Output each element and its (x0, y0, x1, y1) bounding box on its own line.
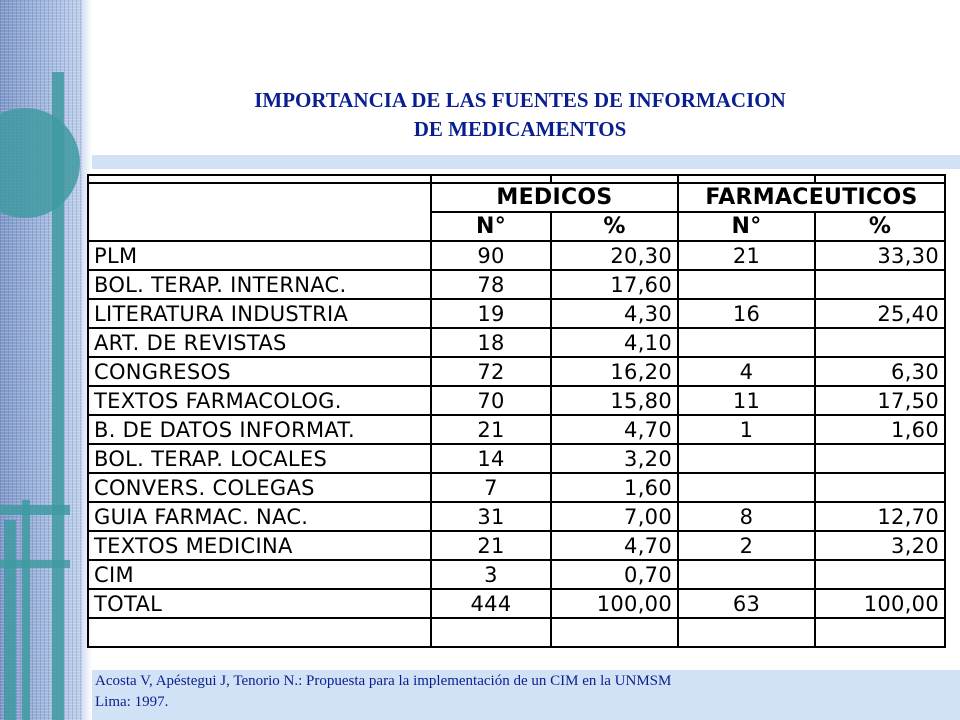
title-line-1: IMPORTANCIA DE LAS FUENTES DE INFORMACION (254, 88, 786, 112)
top-accent-strip (92, 155, 960, 169)
medicos-percent: 4,70 (551, 531, 678, 560)
vertical-bar-decoration (22, 500, 30, 720)
farmaceuticos-percent: 17,50 (815, 386, 945, 415)
circle-decoration (0, 108, 80, 218)
row-label: GUIA FARMAC. NAC. (88, 502, 431, 531)
farmaceuticos-count: 11 (678, 386, 815, 415)
row-label: PLM (88, 241, 431, 270)
subheader-far-n: N° (678, 212, 815, 241)
vertical-bar-decoration (4, 520, 16, 720)
horizontal-bar-decoration (0, 560, 70, 568)
row-label: BOL. TERAP. INTERNAC. (88, 270, 431, 299)
medicos-count: 72 (431, 357, 551, 386)
row-label: B. DE DATOS INFORMAT. (88, 415, 431, 444)
table-row (88, 270, 945, 299)
sources-table (87, 174, 946, 648)
title-line-2: DE MEDICAMENTOS (413, 117, 627, 141)
subheader-far-pct: % (815, 212, 945, 241)
group-header-row (88, 183, 945, 212)
table-row (88, 299, 945, 328)
table-row (88, 502, 945, 531)
left-decorative-band (0, 0, 92, 720)
farmaceuticos-count: 16 (678, 299, 815, 328)
medicos-count: 444 (431, 589, 551, 618)
table-row (88, 444, 945, 473)
table-row (88, 328, 945, 357)
subheader-med-n: N° (431, 212, 551, 241)
row-label: CIM (88, 560, 431, 589)
farmaceuticos-percent: 3,20 (815, 531, 945, 560)
farmaceuticos-percent (815, 270, 945, 299)
farmaceuticos-count: 8 (678, 502, 815, 531)
horizontal-bar-decoration (0, 505, 70, 515)
medicos-count: 7 (431, 473, 551, 502)
row-label: CONVERS. COLEGAS (88, 473, 431, 502)
farmaceuticos-percent: 1,60 (815, 415, 945, 444)
farmaceuticos-count: 2 (678, 531, 815, 560)
farmaceuticos-percent: 33,30 (815, 241, 945, 270)
medicos-percent: 100,00 (551, 589, 678, 618)
farmaceuticos-count (678, 270, 815, 299)
medicos-count: 21 (431, 531, 551, 560)
subheader-med-pct: % (551, 212, 678, 241)
medicos-percent: 4,70 (551, 415, 678, 444)
farmaceuticos-count: 1 (678, 415, 815, 444)
header-farmaceuticos: FARMACEUTICOS (678, 183, 945, 212)
total-row (88, 589, 945, 618)
medicos-percent: 16,20 (551, 357, 678, 386)
medicos-count: 78 (431, 270, 551, 299)
medicos-percent: 4,30 (551, 299, 678, 328)
medicos-percent: 7,00 (551, 502, 678, 531)
sources-table-container (87, 174, 944, 652)
medicos-count: 19 (431, 299, 551, 328)
row-label: CONGRESOS (88, 357, 431, 386)
row-label: LITERATURA INDUSTRIA (88, 299, 431, 328)
table-row (88, 357, 945, 386)
farmaceuticos-count (678, 444, 815, 473)
table-top-spacer-row (88, 175, 945, 183)
table-row (88, 386, 945, 415)
farmaceuticos-count: 4 (678, 357, 815, 386)
farmaceuticos-percent: 25,40 (815, 299, 945, 328)
medicos-count: 3 (431, 560, 551, 589)
citation-line-1: Acosta V, Apéstegui J, Tenorio N.: Propuesta para la implementación de un CIM en la UNMSM (95, 673, 672, 689)
table-row (88, 415, 945, 444)
farmaceuticos-count (678, 560, 815, 589)
farmaceuticos-percent (815, 444, 945, 473)
medicos-count: 14 (431, 444, 551, 473)
farmaceuticos-percent: 6,30 (815, 357, 945, 386)
farmaceuticos-percent: 12,70 (815, 502, 945, 531)
medicos-percent: 17,60 (551, 270, 678, 299)
medicos-percent: 4,10 (551, 328, 678, 357)
row-label: ART. DE REVISTAS (88, 328, 431, 357)
farmaceuticos-count: 63 (678, 589, 815, 618)
medicos-count: 90 (431, 241, 551, 270)
vertical-bar-decoration (52, 72, 64, 720)
citation-line-2: Lima: 1997. (95, 694, 169, 710)
table-body (88, 241, 945, 618)
table-row (88, 531, 945, 560)
medicos-percent: 0,70 (551, 560, 678, 589)
farmaceuticos-percent (815, 560, 945, 589)
header-medicos: MEDICOS (431, 183, 678, 212)
slide-title (120, 86, 920, 144)
source-citation (95, 671, 945, 713)
medicos-percent: 20,30 (551, 241, 678, 270)
medicos-count: 18 (431, 328, 551, 357)
farmaceuticos-count (678, 473, 815, 502)
table-row (88, 560, 945, 589)
medicos-percent: 1,60 (551, 473, 678, 502)
farmaceuticos-count: 21 (678, 241, 815, 270)
medicos-percent: 15,80 (551, 386, 678, 415)
medicos-count: 70 (431, 386, 551, 415)
farmaceuticos-percent (815, 328, 945, 357)
farmaceuticos-percent (815, 473, 945, 502)
farmaceuticos-count (678, 328, 815, 357)
medicos-count: 31 (431, 502, 551, 531)
row-label: TEXTOS MEDICINA (88, 531, 431, 560)
row-label: BOL. TERAP. LOCALES (88, 444, 431, 473)
medicos-percent: 3,20 (551, 444, 678, 473)
farmaceuticos-percent: 100,00 (815, 589, 945, 618)
row-label: TEXTOS FARMACOLOG. (88, 386, 431, 415)
table-row (88, 473, 945, 502)
table-row (88, 241, 945, 270)
medicos-count: 21 (431, 415, 551, 444)
row-label: TOTAL (88, 589, 431, 618)
table-empty-row (88, 618, 945, 647)
header-blank-cell (88, 183, 431, 241)
